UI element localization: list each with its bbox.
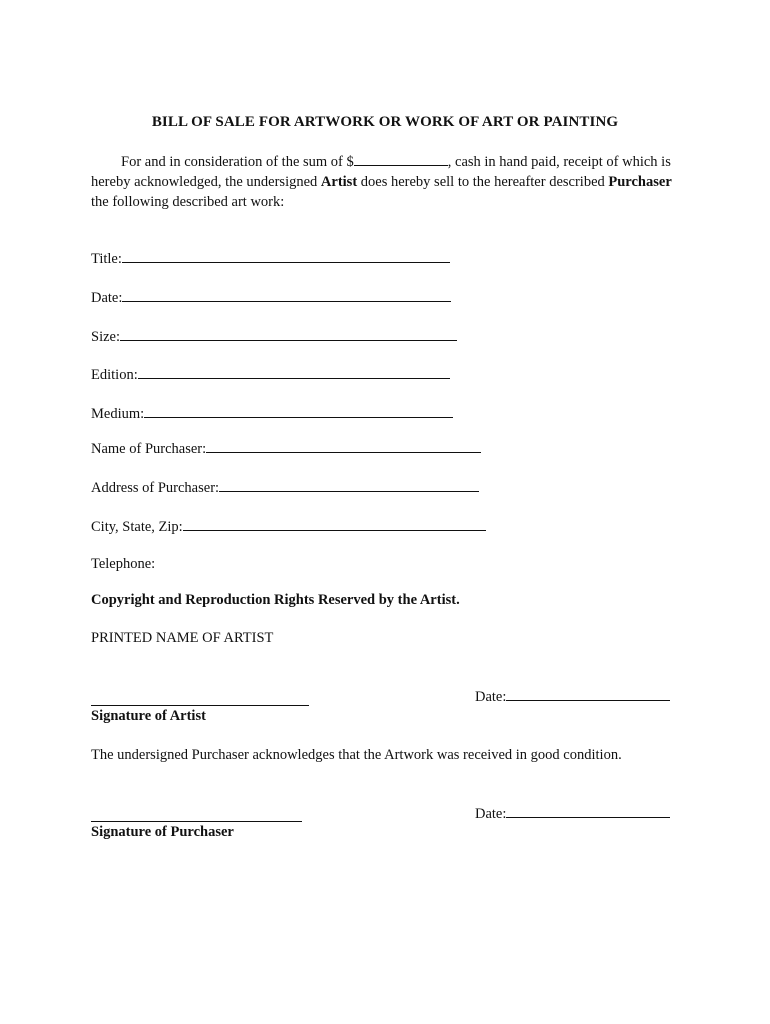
title-field xyxy=(91,250,450,268)
purchaser-address-blank[interactable] xyxy=(219,479,479,492)
size-field xyxy=(91,328,457,346)
intro-text-2: , cash in hand paid, receipt of which is hereby acknowledged, the undersigned xyxy=(91,154,671,190)
printed-name-label: PRINTED NAME OF ARTIST xyxy=(91,630,274,646)
city-state-zip-field xyxy=(91,518,486,536)
intro-text-3: does hereby sell to the hereafter described xyxy=(357,174,609,190)
purchaser-signature-label: Signature of Purchaser xyxy=(91,824,234,840)
sum-blank[interactable] xyxy=(354,154,448,166)
artist-signature-label: Signature of Artist xyxy=(91,708,206,724)
medium-label: Medium: xyxy=(91,406,145,422)
purchaser-signature-line[interactable] xyxy=(91,821,302,822)
city-state-zip-label: City, State, Zip: xyxy=(91,519,183,535)
purchaser-date-blank[interactable] xyxy=(506,805,670,818)
medium-field xyxy=(91,405,453,423)
purchaser-address-field xyxy=(91,479,479,497)
date-label: Date: xyxy=(91,290,123,306)
date-field xyxy=(91,289,451,307)
document-title: BILL OF SALE FOR ARTWORK OR WORK OF ART OR PAINTING xyxy=(151,114,619,130)
telephone-label: Telephone: xyxy=(91,556,156,572)
telephone-field xyxy=(91,556,155,573)
purchaser-date-label: Date: xyxy=(475,806,507,822)
medium-blank[interactable] xyxy=(144,405,453,418)
intro-text-4: the following described art work: xyxy=(91,194,285,210)
size-label: Size: xyxy=(91,329,120,345)
purchaser-name-field xyxy=(91,440,481,458)
artist-date-field xyxy=(475,688,670,706)
title-label: Title: xyxy=(91,251,122,267)
intro-artist-term: Artist xyxy=(320,174,358,190)
purchaser-date-field xyxy=(475,805,670,823)
edition-blank[interactable] xyxy=(138,366,450,379)
intro-text-1: For and in consideration of the sum of $ xyxy=(121,154,354,170)
artist-date-label: Date: xyxy=(475,689,507,705)
acknowledgement-text: The undersigned Purchaser acknowledges that the Artwork was received in good condition. xyxy=(91,747,622,763)
size-blank[interactable] xyxy=(120,328,457,341)
rights-notice: Copyright and Reproduction Rights Reserved by the Artist. xyxy=(91,592,460,608)
purchaser-name-blank[interactable] xyxy=(206,440,481,453)
intro-paragraph xyxy=(91,152,681,212)
city-state-zip-blank[interactable] xyxy=(183,518,486,531)
purchaser-name-label: Name of Purchaser: xyxy=(91,441,207,457)
edition-label: Edition: xyxy=(91,367,138,383)
artist-date-blank[interactable] xyxy=(506,688,670,701)
intro-purchaser-term: Purchaser xyxy=(608,174,672,190)
artist-signature-line[interactable] xyxy=(91,705,309,706)
date-blank[interactable] xyxy=(122,289,451,302)
edition-field xyxy=(91,366,450,384)
purchaser-address-label: Address of Purchaser: xyxy=(91,480,220,496)
title-blank[interactable] xyxy=(122,250,450,263)
